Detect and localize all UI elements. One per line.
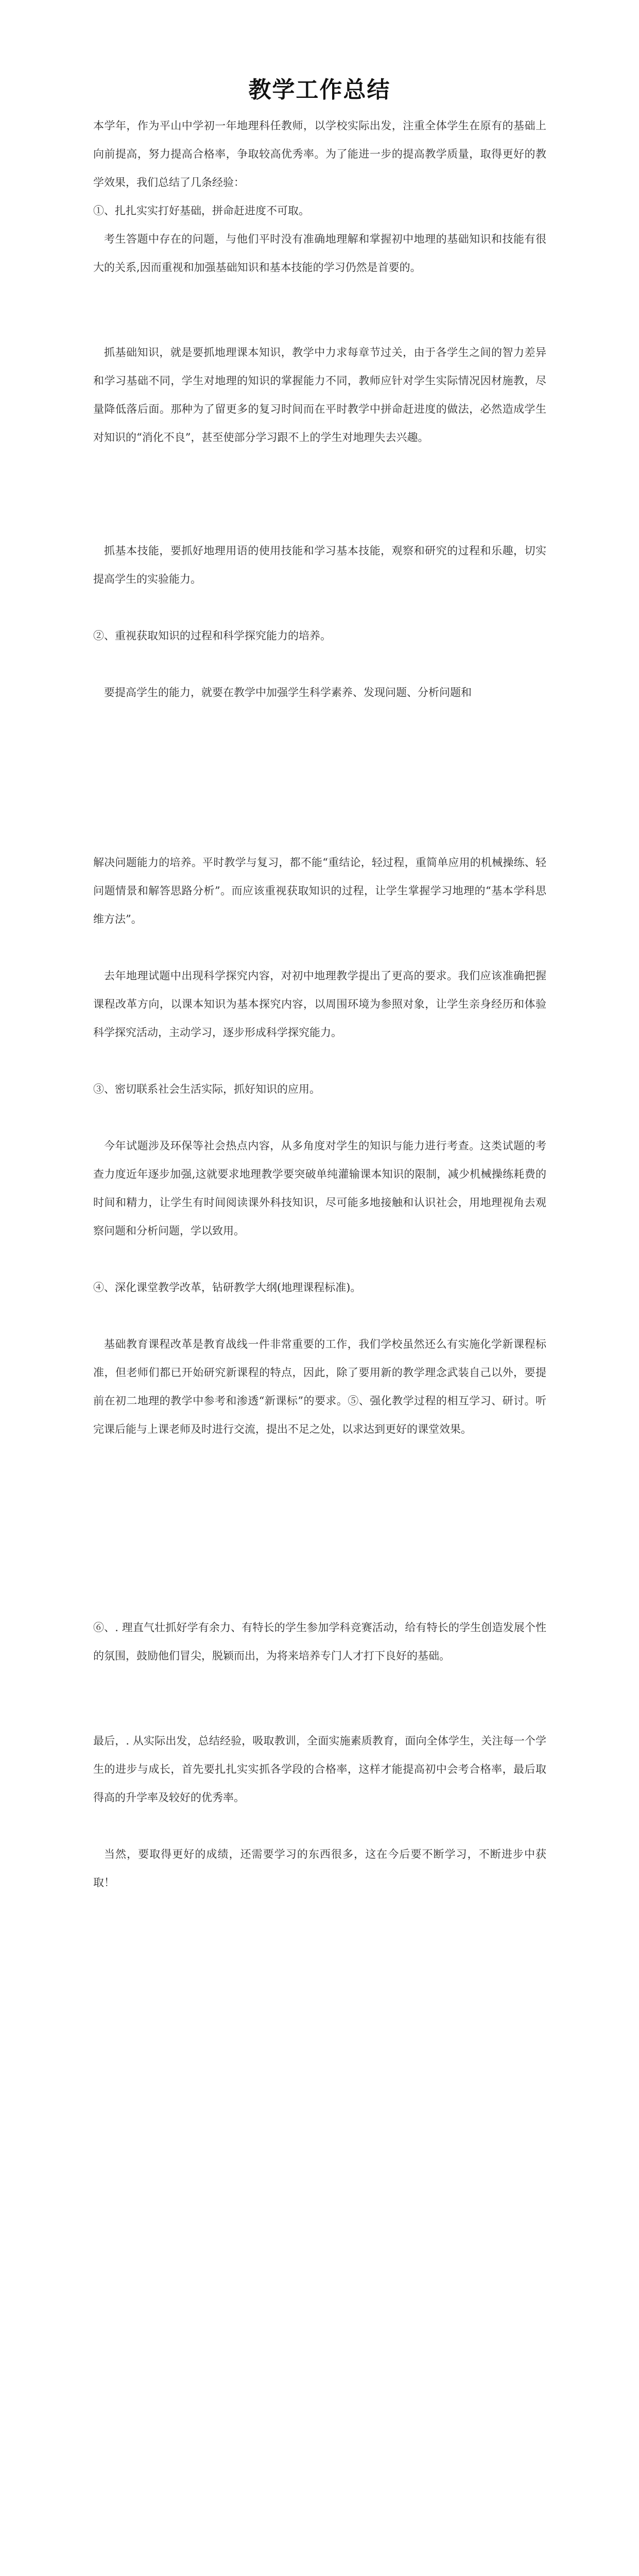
paragraph-3-application: 今年试题涉及环保等社会热点内容，从多角度对学生的知识与能力进行考查。这类试题的考查力度近年逐步加强,这就要求地理教学要突破单纯灌输课本知识的限制，减少机械操练耗费的时间和精力，让学生有时间阅读课外科技知识，尽可能多地接触和认识社会，用地理视角去观察问题和分析问题，学以致用。	[93, 1140, 546, 1237]
paragraph-intro: 本学年，作为平山中学初一年地理科任教师，以学校实际出发，注重全体学生在原有的基础上向前提高，努力提高合格率，争取较高优秀率。为了能进一步的提高教学质量，取得更好的教学效果，我们总结了几条经验：	[93, 120, 546, 189]
paragraph-2-ability-start: 要提高学生的能力，就要在教学中加强学生科学素养、发现问题、分析问题和	[104, 686, 472, 699]
paragraph-heading-1: ①、扎扎实实打好基础，拼命赶进度不可取。	[93, 205, 309, 217]
paragraph-closing: 当然，要取得更好的成绩，还需要学习的东西很多，这在今后要不断学习，不断进步中获取！	[93, 1848, 546, 1889]
paragraph-heading-2: ②、重视获取知识的过程和科学探究能力的培养。	[93, 630, 331, 642]
paragraph-1-basic-knowledge: 抓基础知识，就是要抓地理课本知识，教学中力求每章节过关，由于各学生之间的智力差异和学习基础不同，学生对地理的知识的掌握能力不同，教师应针对学生实际情况因材施教，尽量降低落后面。那种为了留更多的复习时间而在平时教学中拼命赶进度的做法，必然造成学生对知识的“消化不良”，甚至使部分学习跟不上的学生对地理失去兴趣。	[93, 346, 546, 444]
document-title: 教学工作总结	[248, 77, 391, 103]
paragraph-conclusion: 最后，. 从实际出发，总结经验，吸取教训，全面实施素质教育，面向全体学生，关注每一个学生的进步与成长，首先要扎扎实实抓各学段的合格率，这样才能提高初中会考合格率，最后取得高的升学率及较好的优秀率。	[93, 1735, 546, 1804]
paragraph-1-basic-skills: 抓基本技能，要抓好地理用语的使用技能和学习基本技能，观察和研究的过程和乐趣，切实提高学生的实验能力。	[93, 545, 546, 585]
paragraph-6-competition: ⑥、. 理直气壮抓好学有余力、有特长的学生参加学科竞赛活动，给有特长的学生创造发展个性的氛围，鼓励他们冒尖，脱颖而出，为将来培养专门人才打下良好的基础。	[93, 1621, 546, 1662]
paragraph-1-problem: 考生答题中存在的问题，与他们平时没有准确地理解和掌握初中地理的基础知识和技能有很大的关系,因而重视和加强基础知识和基本技能的学习仍然是首要的。	[93, 233, 546, 274]
paragraph-heading-3: ③、密切联系社会生活实际，抓好知识的应用。	[93, 1083, 320, 1095]
paragraph-heading-4: ④、深化课堂教学改革，钻研教学大纲(地理课程标准)。	[93, 1281, 361, 1294]
paragraph-4-5-reform: 基础教育课程改革是教育战线一件非常重要的工作，我们学校虽然还么有实施化学新课程标准，但老师们都已开始研究新课程的特点，因此，除了要用新的教学理念武装自己以外，要提前在初二地理的教学中参考和渗透“新课标”的要求。⑤、强化教学过程的相互学习、研讨。听完课后能与上课老师及时进行交流，提出不足之处，以求达到更好的课堂效果。	[93, 1338, 546, 1435]
paragraph-2-ability-cont: 解决问题能力的培养。平时教学与复习，都不能“重结论，轻过程，重简单应用的机械操练、轻问题情景和解答思路分析”。而应该重视获取知识的过程，让学生掌握学习地理的“基本学科思维方法”。	[93, 856, 546, 925]
paragraph-2-inquiry: 去年地理试题中出现科学探究内容，对初中地理教学提出了更高的要求。我们应该准确把握课程改革方向，以课本知识为基本探究内容，以周围环境为参照对象，让学生亲身经历和体验科学探究活动，主动学习，逐步形成科学探究能力。	[93, 970, 546, 1039]
